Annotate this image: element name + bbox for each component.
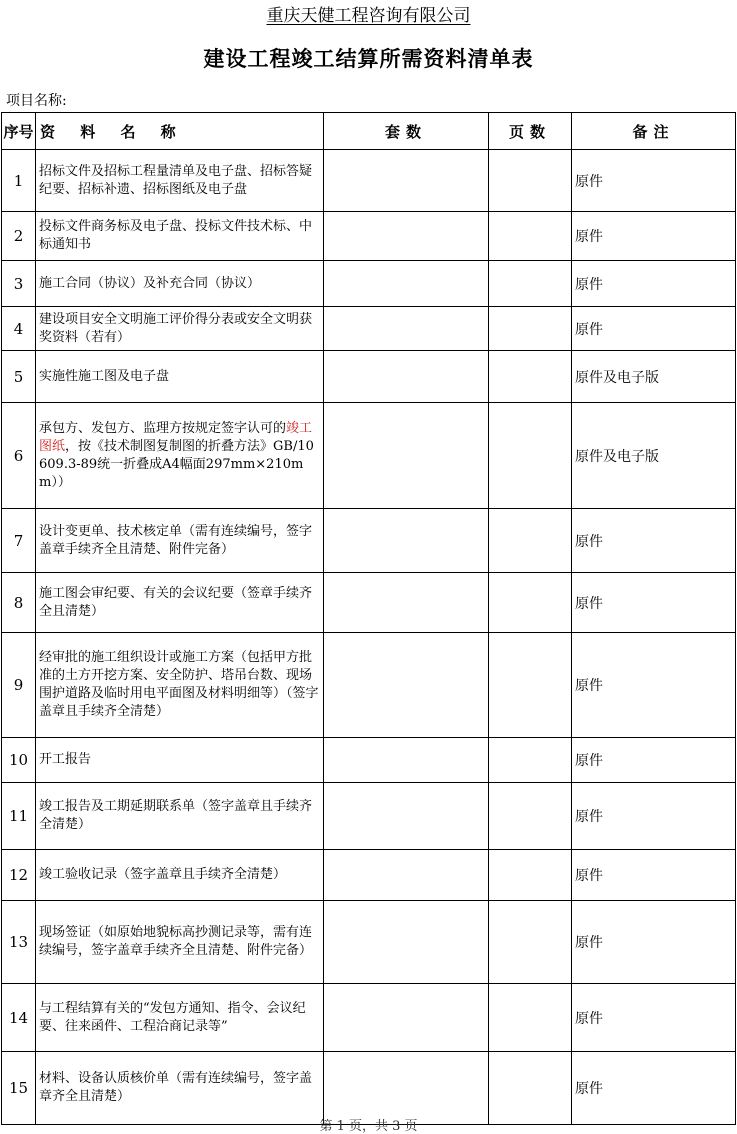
row-name: 与工程结算有关的“发包方通知、指令、会议纪要、往来函件、工程洽商记录等” — [36, 984, 324, 1052]
row-no: 14 — [2, 984, 36, 1052]
row-name: 经审批的施工组织设计或施工方案（包括甲方批准的土方开挖方案、安全防护、塔吊台数、现场围护道路及临时用电平面图及材料明细等）（签字盖章且手续齐全清楚） — [36, 633, 324, 738]
row-pages — [489, 509, 572, 573]
row-note: 原件及电子版 — [572, 403, 736, 509]
row-sets — [324, 783, 489, 850]
row-no: 13 — [2, 901, 36, 984]
row-sets — [324, 984, 489, 1052]
col-header-sets: 套数 — [324, 113, 489, 150]
row-name: 开工报告 — [36, 738, 324, 783]
row-pages — [489, 150, 572, 212]
row-pages — [489, 783, 572, 850]
page-title: 建设工程竣工结算所需资料清单表 — [203, 46, 534, 71]
row-note: 原件 — [572, 633, 736, 738]
row-sets — [324, 307, 489, 351]
row-name-part: ，按《技术制图复制图的折叠方法》GB/10609.3-89统一折叠成A4幅面297mm×210mm）） — [39, 438, 314, 490]
col-header-name: 资 料 名 称 — [36, 113, 324, 150]
row-name: 竣工报告及工期延期联系单（签字盖章且手续齐全清楚） — [36, 783, 324, 850]
row-no: 15 — [2, 1052, 36, 1125]
row-pages — [489, 850, 572, 901]
row-sets — [324, 509, 489, 573]
row-no: 5 — [2, 351, 36, 403]
row-sets — [324, 901, 489, 984]
row-no: 2 — [2, 212, 36, 261]
row-sets — [324, 351, 489, 403]
row-pages — [489, 573, 572, 633]
table-row — [2, 212, 736, 261]
row-pages — [489, 901, 572, 984]
table-row — [2, 573, 736, 633]
table-row — [2, 633, 736, 738]
row-pages — [489, 1052, 572, 1125]
table-row — [2, 509, 736, 573]
company-name — [0, 3, 737, 29]
company-name-text: 重庆天健工程咨询有限公司 — [266, 6, 471, 26]
row-name: 施工图会审纪要、有关的会议纪要（签章手续齐全且清楚） — [36, 573, 324, 633]
table-row — [2, 984, 736, 1052]
row-pages — [489, 307, 572, 351]
col-header-no: 序号 — [2, 113, 36, 150]
row-sets — [324, 850, 489, 901]
row-no: 8 — [2, 573, 36, 633]
row-no: 10 — [2, 738, 36, 783]
table-row — [2, 738, 736, 783]
row-note: 原件 — [572, 901, 736, 984]
row-pages — [489, 212, 572, 261]
row-note: 原件及电子版 — [572, 351, 736, 403]
row-note: 原件 — [572, 150, 736, 212]
row-name: 建设项目安全文明施工评价得分表或安全文明获奖资料（若有） — [36, 307, 324, 351]
row-no: 1 — [2, 150, 36, 212]
table-row — [2, 403, 736, 509]
row-no: 6 — [2, 403, 36, 509]
row-sets — [324, 573, 489, 633]
materials-table — [1, 112, 736, 1125]
row-sets — [324, 403, 489, 509]
table-row — [2, 261, 736, 307]
row-note: 原件 — [572, 984, 736, 1052]
col-header-pages: 页数 — [489, 113, 572, 150]
row-name — [36, 403, 324, 509]
table-row — [2, 850, 736, 901]
row-note: 原件 — [572, 738, 736, 783]
row-sets — [324, 633, 489, 738]
table-row — [2, 307, 736, 351]
row-note: 原件 — [572, 212, 736, 261]
row-note: 原件 — [572, 850, 736, 901]
col-header-note: 备注 — [572, 113, 736, 150]
table-row — [2, 150, 736, 212]
row-sets — [324, 150, 489, 212]
row-name: 施工合同（协议）及补充合同（协议） — [36, 261, 324, 307]
row-note: 原件 — [572, 509, 736, 573]
row-sets — [324, 1052, 489, 1125]
row-pages — [489, 261, 572, 307]
row-note: 原件 — [572, 261, 736, 307]
page-number: 第 1 页，共 3 页 — [319, 1119, 418, 1134]
row-pages — [489, 738, 572, 783]
row-no: 7 — [2, 509, 36, 573]
row-no: 11 — [2, 783, 36, 850]
row-no: 9 — [2, 633, 36, 738]
row-name-highlight: 竣工图纸 — [39, 420, 313, 454]
row-name-part: 承包方、发包方、监理方按规定签字认可的 — [39, 420, 287, 436]
row-sets — [324, 738, 489, 783]
row-pages — [489, 633, 572, 738]
row-name: 招标文件及招标工程量清单及电子盘、招标答疑纪要、招标补遗、招标图纸及电子盘 — [36, 150, 324, 212]
row-pages — [489, 351, 572, 403]
row-name: 投标文件商务标及电子盘、投标文件技术标、中标通知书 — [36, 212, 324, 261]
table-row — [2, 351, 736, 403]
row-sets — [324, 212, 489, 261]
table-header-row — [2, 113, 736, 150]
row-sets — [324, 261, 489, 307]
row-no: 3 — [2, 261, 36, 307]
table-row — [2, 783, 736, 850]
row-no: 4 — [2, 307, 36, 351]
row-note: 原件 — [572, 573, 736, 633]
row-pages — [489, 403, 572, 509]
row-name: 材料、设备认质核价单（需有连续编号，签字盖章齐全且清楚） — [36, 1052, 324, 1125]
table-row — [2, 1052, 736, 1125]
row-note: 原件 — [572, 307, 736, 351]
row-pages — [489, 984, 572, 1052]
row-name: 现场签证（如原始地貌标高抄测记录等，需有连续编号，签字盖章手续齐全且清楚、附件完备） — [36, 901, 324, 984]
row-name: 实施性施工图及电子盘 — [36, 351, 324, 403]
project-name-label: 项目名称: — [6, 93, 67, 109]
row-note: 原件 — [572, 1052, 736, 1125]
row-no: 12 — [2, 850, 36, 901]
row-name: 竣工验收记录（签字盖章且手续齐全清楚） — [36, 850, 324, 901]
table-row — [2, 901, 736, 984]
row-note: 原件 — [572, 783, 736, 850]
row-name: 设计变更单、技术核定单（需有连续编号，签字盖章手续齐全且清楚、附件完备） — [36, 509, 324, 573]
